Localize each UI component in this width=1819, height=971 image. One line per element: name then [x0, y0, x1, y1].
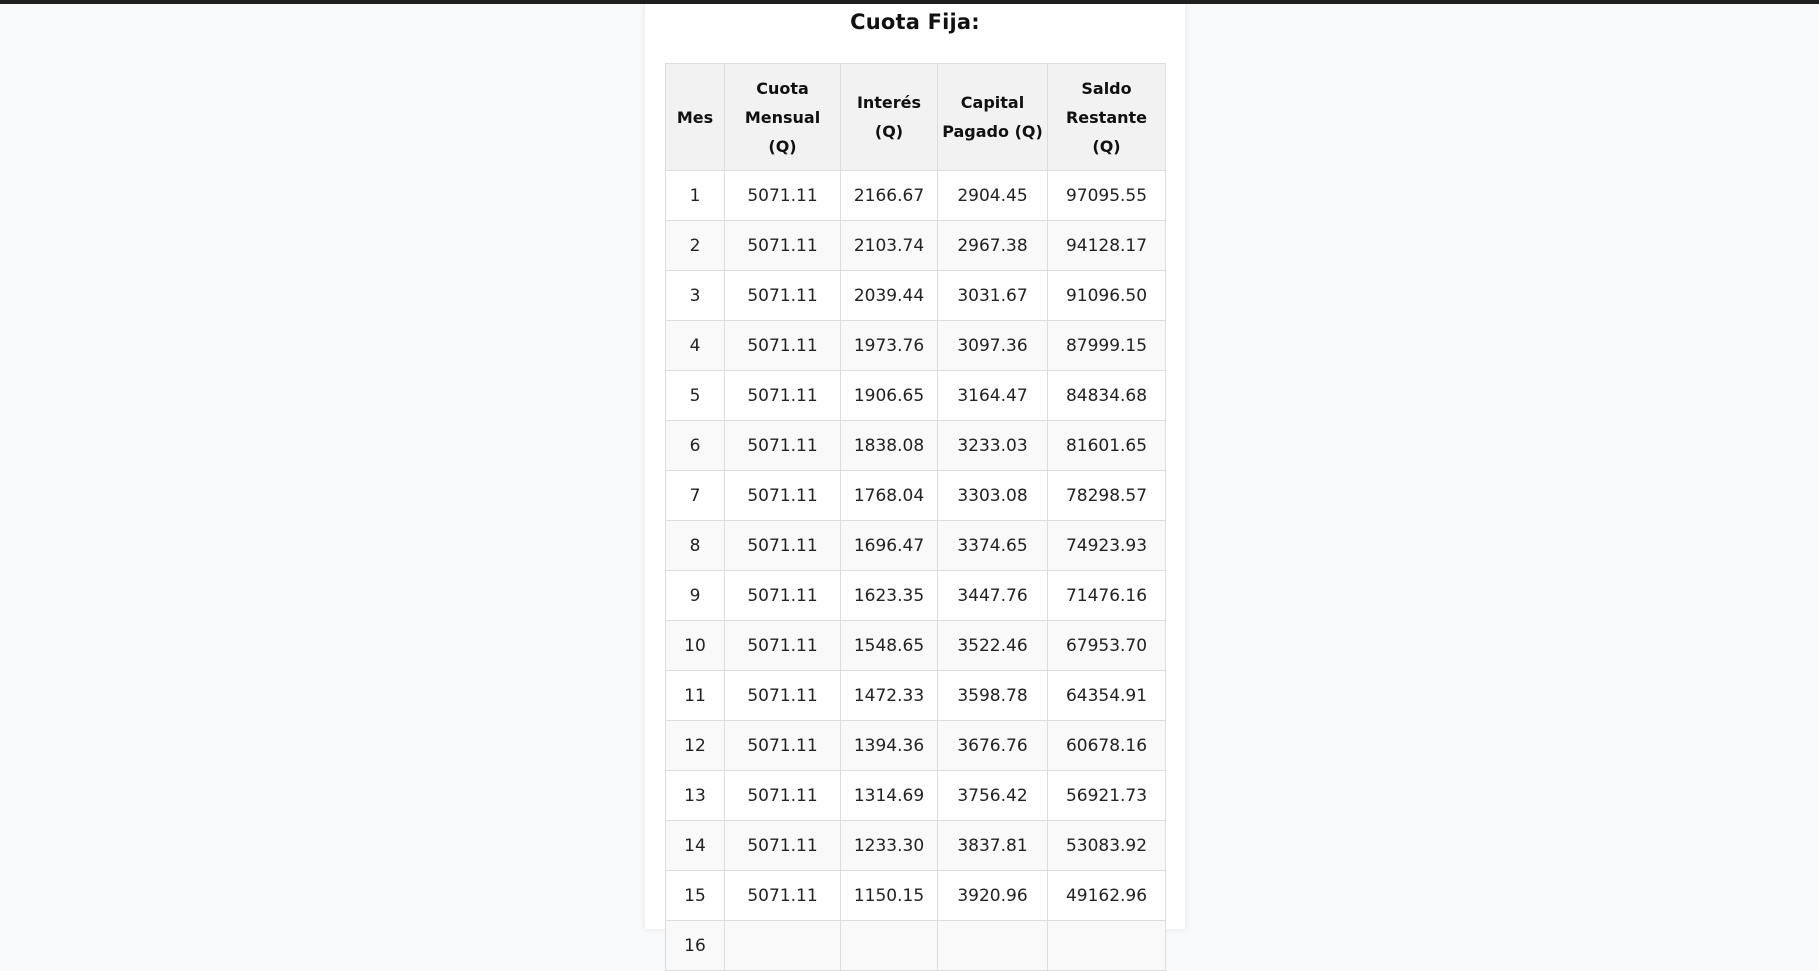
- amortization-table: [665, 63, 1166, 971]
- cell-mes: 16: [666, 921, 725, 971]
- table-header-row: [666, 64, 1166, 171]
- cell-mes: 1: [666, 171, 725, 221]
- cell-saldo-restante: 53083.92: [1048, 821, 1166, 871]
- table-row: [666, 771, 1166, 821]
- cell-interes: 2039.44: [841, 271, 938, 321]
- cell-interes: 1394.36: [841, 721, 938, 771]
- cell-mes: 12: [666, 721, 725, 771]
- cell-capital-pagado: 3676.76: [938, 721, 1048, 771]
- cell-capital-pagado: 3031.67: [938, 271, 1048, 321]
- cell-cuota-mensual: 5071.11: [725, 521, 841, 571]
- cell-capital-pagado: 3837.81: [938, 821, 1048, 871]
- cell-cuota-mensual: 5071.11: [725, 371, 841, 421]
- cell-mes: 13: [666, 771, 725, 821]
- header-capital-pagado: Capital Pagado (Q): [938, 64, 1048, 171]
- cell-saldo-restante: 81601.65: [1048, 421, 1166, 471]
- cell-saldo-restante: 64354.91: [1048, 671, 1166, 721]
- cell-cuota-mensual: 5071.11: [725, 321, 841, 371]
- cell-capital-pagado: 3097.36: [938, 321, 1048, 371]
- cell-mes: 7: [666, 471, 725, 521]
- cell-cuota-mensual: 5071.11: [725, 721, 841, 771]
- cell-interes: 1906.65: [841, 371, 938, 421]
- table-row: [666, 471, 1166, 521]
- cell-saldo-restante: 78298.57: [1048, 471, 1166, 521]
- cell-capital-pagado: 3522.46: [938, 621, 1048, 671]
- cell-capital-pagado: 3233.03: [938, 421, 1048, 471]
- cell-cuota-mensual: 5071.11: [725, 171, 841, 221]
- cell-cuota-mensual: 5071.11: [725, 421, 841, 471]
- table-row: [666, 271, 1166, 321]
- table-row: [666, 371, 1166, 421]
- cell-mes: 14: [666, 821, 725, 871]
- cell-mes: 6: [666, 421, 725, 471]
- cell-saldo-restante: 91096.50: [1048, 271, 1166, 321]
- cell-capital-pagado: 2967.38: [938, 221, 1048, 271]
- cell-interes: 2166.67: [841, 171, 938, 221]
- cell-mes: 5: [666, 371, 725, 421]
- cell-capital-pagado: 3756.42: [938, 771, 1048, 821]
- cell-capital-pagado: 3374.65: [938, 521, 1048, 571]
- cell-mes: 2: [666, 221, 725, 271]
- cell-interes: 1768.04: [841, 471, 938, 521]
- cell-cuota-mensual: 5071.11: [725, 571, 841, 621]
- table-row: [666, 221, 1166, 271]
- cell-cuota-mensual: 5071.11: [725, 621, 841, 671]
- cell-saldo-restante: 94128.17: [1048, 221, 1166, 271]
- cell-saldo-restante: 71476.16: [1048, 571, 1166, 621]
- cell-saldo-restante: 87999.15: [1048, 321, 1166, 371]
- cell-cuota-mensual: [725, 921, 841, 971]
- cell-cuota-mensual: 5071.11: [725, 821, 841, 871]
- table-row: [666, 521, 1166, 571]
- cell-mes: 15: [666, 871, 725, 921]
- cell-interes: 1838.08: [841, 421, 938, 471]
- cell-capital-pagado: 3920.96: [938, 871, 1048, 921]
- cell-interes: 1233.30: [841, 821, 938, 871]
- cell-capital-pagado: 3447.76: [938, 571, 1048, 621]
- table-row: [666, 571, 1166, 621]
- cell-interes: 1314.69: [841, 771, 938, 821]
- cell-saldo-restante: 74923.93: [1048, 521, 1166, 571]
- cell-saldo-restante: 84834.68: [1048, 371, 1166, 421]
- cell-capital-pagado: 3303.08: [938, 471, 1048, 521]
- cell-cuota-mensual: 5071.11: [725, 221, 841, 271]
- cell-saldo-restante: 67953.70: [1048, 621, 1166, 671]
- cell-interes: 1973.76: [841, 321, 938, 371]
- amortization-card: [645, 4, 1185, 956]
- table-row: [666, 821, 1166, 871]
- cell-mes: 4: [666, 321, 725, 371]
- cell-cuota-mensual: 5071.11: [725, 271, 841, 321]
- cell-interes: 1623.35: [841, 571, 938, 621]
- cell-interes: [841, 921, 938, 971]
- cell-saldo-restante: 97095.55: [1048, 171, 1166, 221]
- cell-cuota-mensual: 5071.11: [725, 871, 841, 921]
- cell-mes: 10: [666, 621, 725, 671]
- cell-cuota-mensual: 5071.11: [725, 771, 841, 821]
- cell-capital-pagado: 3598.78: [938, 671, 1048, 721]
- page-title: Cuota Fija:: [850, 10, 980, 34]
- header-mes: Mes: [666, 64, 725, 171]
- cell-capital-pagado: [938, 921, 1048, 971]
- cell-cuota-mensual: 5071.11: [725, 471, 841, 521]
- cell-saldo-restante: 60678.16: [1048, 721, 1166, 771]
- cell-mes: 9: [666, 571, 725, 621]
- cell-interes: 1548.65: [841, 621, 938, 671]
- cell-saldo-restante: 49162.96: [1048, 871, 1166, 921]
- cell-interes: 1150.15: [841, 871, 938, 921]
- table-row: [666, 721, 1166, 771]
- cell-interes: 1472.33: [841, 671, 938, 721]
- cell-mes: 11: [666, 671, 725, 721]
- table-row: [666, 921, 1166, 971]
- cell-interes: 1696.47: [841, 521, 938, 571]
- table-row: [666, 871, 1166, 921]
- cell-mes: 3: [666, 271, 725, 321]
- table-row: [666, 421, 1166, 471]
- cell-saldo-restante: 56921.73: [1048, 771, 1166, 821]
- cell-mes: 8: [666, 521, 725, 571]
- cell-capital-pagado: 3164.47: [938, 371, 1048, 421]
- table-row: [666, 321, 1166, 371]
- cell-interes: 2103.74: [841, 221, 938, 271]
- header-cuota-mensual: Cuota Mensual (Q): [725, 64, 841, 171]
- table-row: [666, 621, 1166, 671]
- cell-capital-pagado: 2904.45: [938, 171, 1048, 221]
- cell-cuota-mensual: 5071.11: [725, 671, 841, 721]
- header-saldo-restante: Saldo Restante (Q): [1048, 64, 1166, 171]
- table-row: [666, 671, 1166, 721]
- header-interes: Interés (Q): [841, 64, 938, 171]
- cell-saldo-restante: [1048, 921, 1166, 971]
- table-row: [666, 171, 1166, 221]
